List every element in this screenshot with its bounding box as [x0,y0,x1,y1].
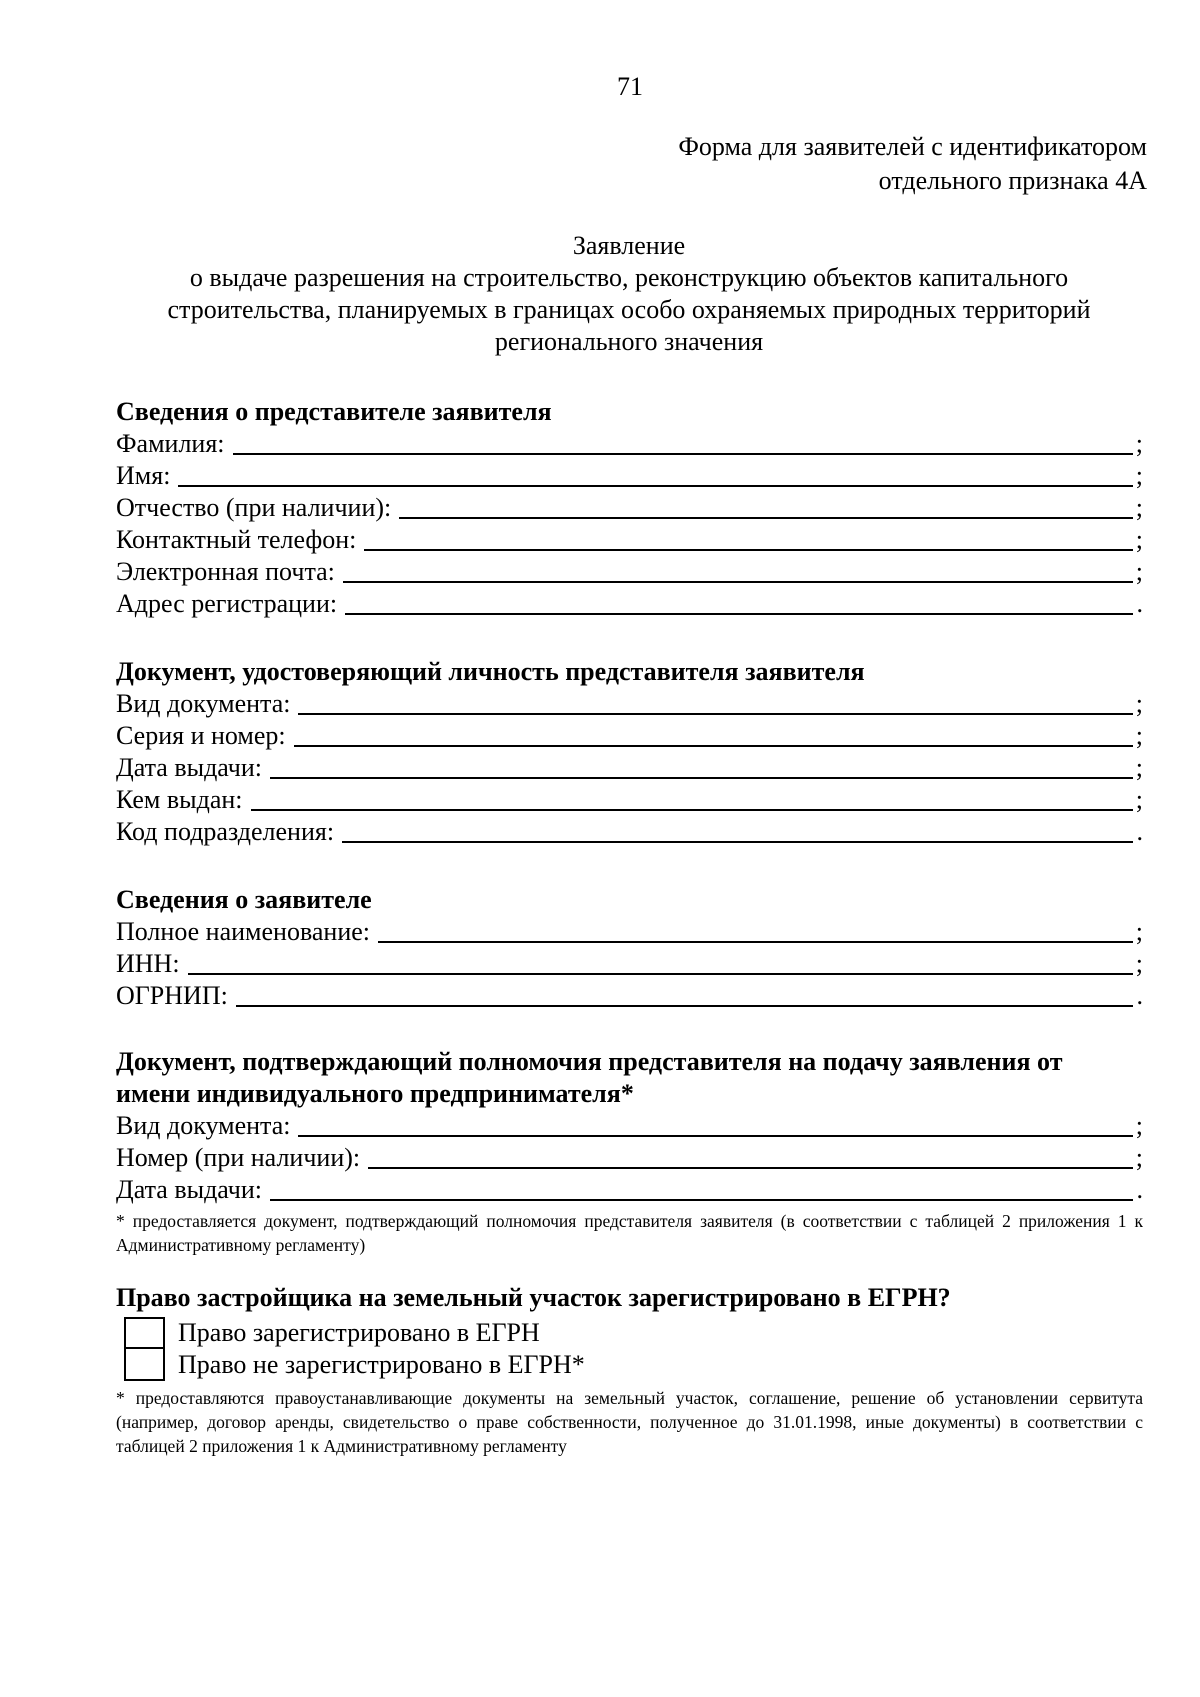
section-heading-authority-document: Документ, подтверждающий полномочия представителя на подачу заявления от [116,1047,1063,1076]
field-row-name [116,460,1143,492]
field-label: Дата выдачи: [116,753,263,782]
authority-date-input-line[interactable] [270,1177,1133,1201]
field-end: ; [1135,1143,1143,1172]
field-end: . [1136,981,1143,1010]
field-row-doc-type [116,688,1143,720]
field-label: Контактный телефон: [116,525,357,554]
doc-type-input-line[interactable] [298,691,1133,715]
field-label: Электронная почта: [116,557,335,586]
name-input-line[interactable] [178,463,1133,487]
field-end: ; [1135,461,1143,490]
option-registered [124,1316,540,1350]
field-label: ОГРНИП: [116,981,228,1010]
field-label: Номер (при наличии): [116,1143,361,1172]
section-heading-applicant: Сведения о заявителе [116,885,372,914]
field-row-patronymic [116,492,1143,524]
section-heading-representative: Сведения о представителе заявителя [116,397,552,426]
field-end: ; [1135,493,1143,522]
issued-by-input-line[interactable] [251,787,1134,811]
field-end: ; [1135,721,1143,750]
field-end: ; [1135,753,1143,782]
issue-date-input-line[interactable] [270,755,1133,779]
division-code-input-line[interactable] [342,819,1133,843]
option-not-registered [124,1348,585,1382]
field-end: ; [1135,949,1143,978]
field-row-email [116,556,1143,588]
field-end: . [1136,817,1143,846]
field-label: Фамилия: [116,429,225,458]
field-label: Имя: [116,461,171,490]
title-heading: Заявление [572,231,686,260]
title-line: регионального значения [494,327,764,356]
section-heading-identity-document: Документ, удостоверяющий личность представителя заявителя [116,657,865,686]
field-end: . [1136,589,1143,618]
form-caption [447,130,1147,198]
field-label: Полное наименование: [116,917,371,946]
inn-input-line[interactable] [188,951,1133,975]
phone-input-line[interactable] [364,527,1133,551]
field-label: Дата выдачи: [116,1175,263,1204]
field-end: ; [1135,689,1143,718]
not-registered-checkbox[interactable] [124,1349,165,1381]
field-label: Отчество (при наличии): [116,493,392,522]
section-heading-land-rights: Право застройщика на земельный участок зарегистрировано в ЕГРН? [116,1283,951,1312]
form-caption-line: Форма для заявителей с идентификатором [678,132,1147,161]
field-label: Адрес регистрации: [116,589,338,618]
authority-number-input-line[interactable] [368,1145,1133,1169]
field-end: ; [1135,785,1143,814]
field-row-issue-date [116,752,1143,784]
field-end: ; [1135,557,1143,586]
field-end: ; [1135,917,1143,946]
title-line: о выдаче разрешения на строительство, реконструкцию объектов капитального [189,263,1069,292]
footnote-land-rights: * предоставляются правоустанавливающие документы на земельный участок, соглашение, решение об установлении сервитута (например, договор аренды, свидетельство о праве собственности, полученное до 31.01.1998, иные документы) в соответствии с таблицей 2 приложения 1 к Административному регламенту [116,1388,1143,1456]
surname-input-line[interactable] [233,431,1133,455]
field-row-authority-date [116,1174,1143,1206]
document-title [115,230,1143,358]
field-label: ИНН: [116,949,180,978]
patronymic-input-line[interactable] [399,495,1133,519]
form-caption-line: отдельного признака 4А [878,166,1147,195]
registered-checkbox[interactable] [124,1317,165,1349]
option-label: Право не зарегистрировано в ЕГРН* [178,1350,585,1379]
field-row-phone [116,524,1143,556]
field-end: . [1136,1175,1143,1204]
ogrnip-input-line[interactable] [236,983,1133,1007]
field-row-inn [116,948,1143,980]
field-row-authority-number [116,1142,1143,1174]
title-line: строительства, планируемых в границах особо охраняемых природных территорий [167,295,1091,324]
field-end: ; [1135,1111,1143,1140]
field-row-surname [116,428,1143,460]
field-label: Код подразделения: [116,817,335,846]
email-input-line[interactable] [343,559,1133,583]
field-label: Серия и номер: [116,721,286,750]
field-row-series-number [116,720,1143,752]
address-input-line[interactable] [345,591,1133,615]
field-end: ; [1135,525,1143,554]
series-number-input-line[interactable] [294,723,1133,747]
field-row-full-name [116,916,1143,948]
full-name-input-line[interactable] [378,919,1133,943]
field-row-issued-by [116,784,1143,816]
page-number: 71 [617,72,643,101]
field-row-address [116,588,1143,620]
authority-doc-type-input-line[interactable] [298,1113,1133,1137]
field-row-authority-doc-type [116,1110,1143,1142]
field-label: Вид документа: [116,1111,291,1140]
field-label: Вид документа: [116,689,291,718]
option-label: Право зарегистрировано в ЕГРН [178,1318,540,1347]
field-row-ogrnip [116,980,1143,1012]
field-label: Кем выдан: [116,785,243,814]
footnote-authority: * предоставляется документ, подтверждающий полномочия представителя заявителя (в соответствии с таблицей 2 приложения 1 к Административному регламенту) [116,1211,1143,1255]
field-end: ; [1135,429,1143,458]
field-row-division-code [116,816,1143,848]
section-heading-authority-document-cont: имени индивидуального предпринимателя* [116,1079,634,1108]
